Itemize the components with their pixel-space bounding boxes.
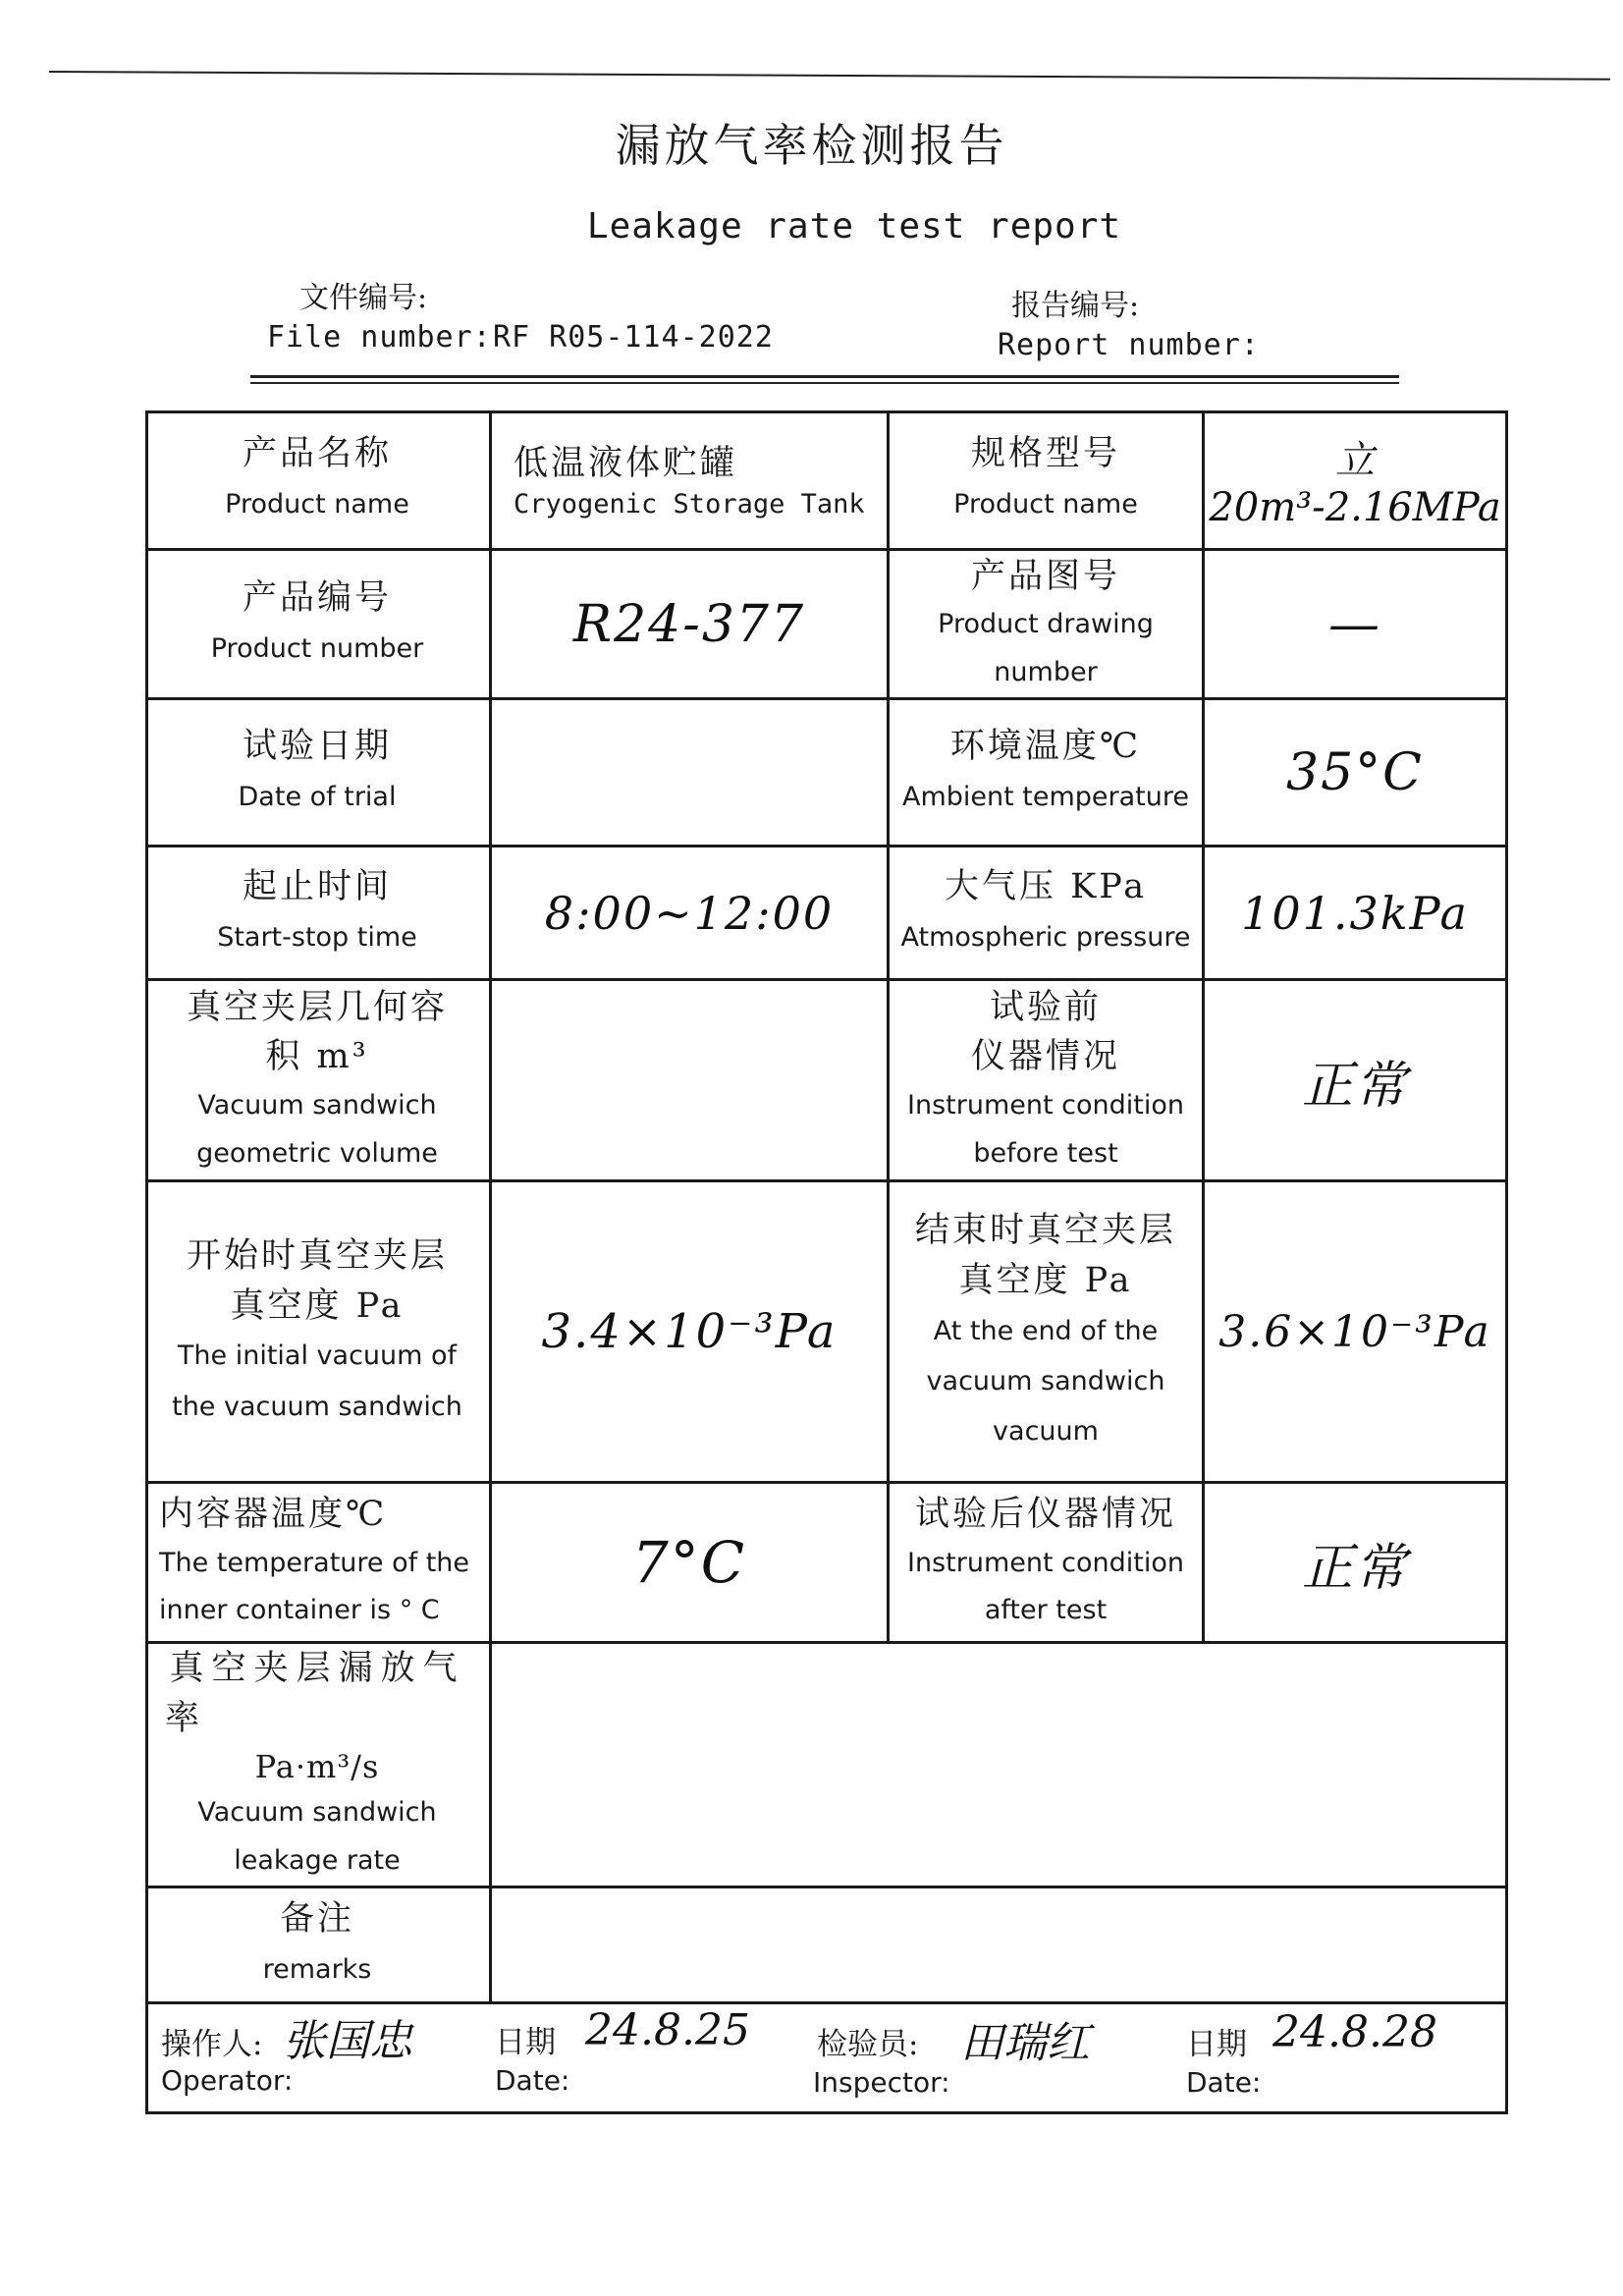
geometric-volume-value <box>492 981 887 1179</box>
end-vacuum-label: 结束时真空夹层 真空度 Pa At the end of the vacuum sandwich vacuum <box>914 1211 1176 1448</box>
spec-model-label: 规格型号 Product name <box>953 433 1138 519</box>
top-rule <box>49 71 1610 81</box>
drawing-number-value: — <box>1328 594 1381 654</box>
leakage-rate-value <box>492 1644 1505 1886</box>
report-table <box>145 410 1508 2114</box>
instrument-after-label: 试验后仪器情况 Instrument condition after test <box>907 1495 1184 1626</box>
inspector-label-cn: 检验员: <box>817 2027 919 2062</box>
leakage-rate-label: 真空夹层漏放气 率 Pa·m³/s Vacuum sandwich leakage rate <box>165 1649 465 1876</box>
operator-label-en: Operator: <box>161 2064 294 2097</box>
trial-date-label: 试验日期 Date of trial <box>238 727 397 813</box>
initial-vacuum-label: 开始时真空夹层 真空度 Pa The initial vacuum of the vacuum sandwich <box>172 1235 462 1422</box>
file-number-label-en: File number: <box>267 320 492 355</box>
atm-pressure-value: 101.3kPa <box>1241 886 1469 940</box>
end-vacuum-value: 3.6×10⁻³Pa <box>1218 1306 1491 1357</box>
spec-model-value: 立20m³-2.16MPa <box>1209 437 1501 530</box>
title-chinese: 漏放气率检测报告 <box>615 119 1008 172</box>
initial-vacuum-value: 3.4×10⁻³Pa <box>541 1304 838 1359</box>
date1-value: 24.8.25 <box>585 2005 750 2055</box>
title-english: Leakage rate test report <box>586 206 1122 246</box>
product-number-label: 产品编号 Product number <box>210 578 424 665</box>
report-number-label-en: Report number: <box>998 328 1260 362</box>
remarks-label: 备注 remarks <box>262 1899 372 1986</box>
geometric-volume-label: 真空夹层几何容 积 m³ Vacuum sandwich geometric volume <box>186 987 448 1169</box>
header-rule-thin <box>250 382 1399 384</box>
inner-temp-value: 7°C <box>631 1529 747 1596</box>
ambient-temp-label: 环境温度℃ Ambient temperature <box>901 727 1190 813</box>
trial-date-value <box>492 700 887 845</box>
remarks-value <box>492 1888 1505 2001</box>
date2-label-en: Date: <box>1186 2066 1262 2099</box>
product-name-value: 低温液体贮罐 Cryogenic Storage Tank <box>514 444 865 519</box>
instrument-before-value: 正常 <box>1301 1056 1408 1116</box>
atm-pressure-label: 大气压 KPa Atmospheric pressure <box>900 867 1191 954</box>
header-rule <box>250 375 1399 378</box>
date2-label-cn: 日期 <box>1186 2027 1247 2062</box>
start-stop-value: 8:00~12:00 <box>544 886 835 940</box>
inner-temp-label: 内容器温度℃ The temperature of the inner container is ° C <box>159 1495 470 1626</box>
drawing-number-label: 产品图号 Product drawing number <box>938 556 1154 687</box>
instrument-after-value: 正常 <box>1301 1538 1408 1598</box>
instrument-before-label: 试验前 仪器情况 Instrument condition before test <box>907 987 1184 1169</box>
file-number-label-cn: 文件编号: <box>299 281 428 315</box>
inspector-label-en: Inspector: <box>813 2066 950 2099</box>
inspector-signature: 田瑞红 <box>960 2018 1090 2068</box>
report-number-label-cn: 报告编号: <box>1011 289 1140 323</box>
operator-signature: 张国忠 <box>283 2016 412 2066</box>
date2-value: 24.8.28 <box>1272 2007 1437 2057</box>
product-number-value: R24-377 <box>572 594 806 654</box>
date1-label-cn: 日期 <box>495 2025 556 2060</box>
start-stop-label: 起止时间 Start-stop time <box>217 867 417 954</box>
operator-label-cn: 操作人: <box>161 2027 263 2062</box>
ambient-temp-value: 35°C <box>1286 742 1424 802</box>
file-number-value: RF R05-114-2022 <box>493 320 774 355</box>
product-name-label: 产品名称 Product name <box>225 433 409 519</box>
date1-label-en: Date: <box>495 2064 570 2097</box>
